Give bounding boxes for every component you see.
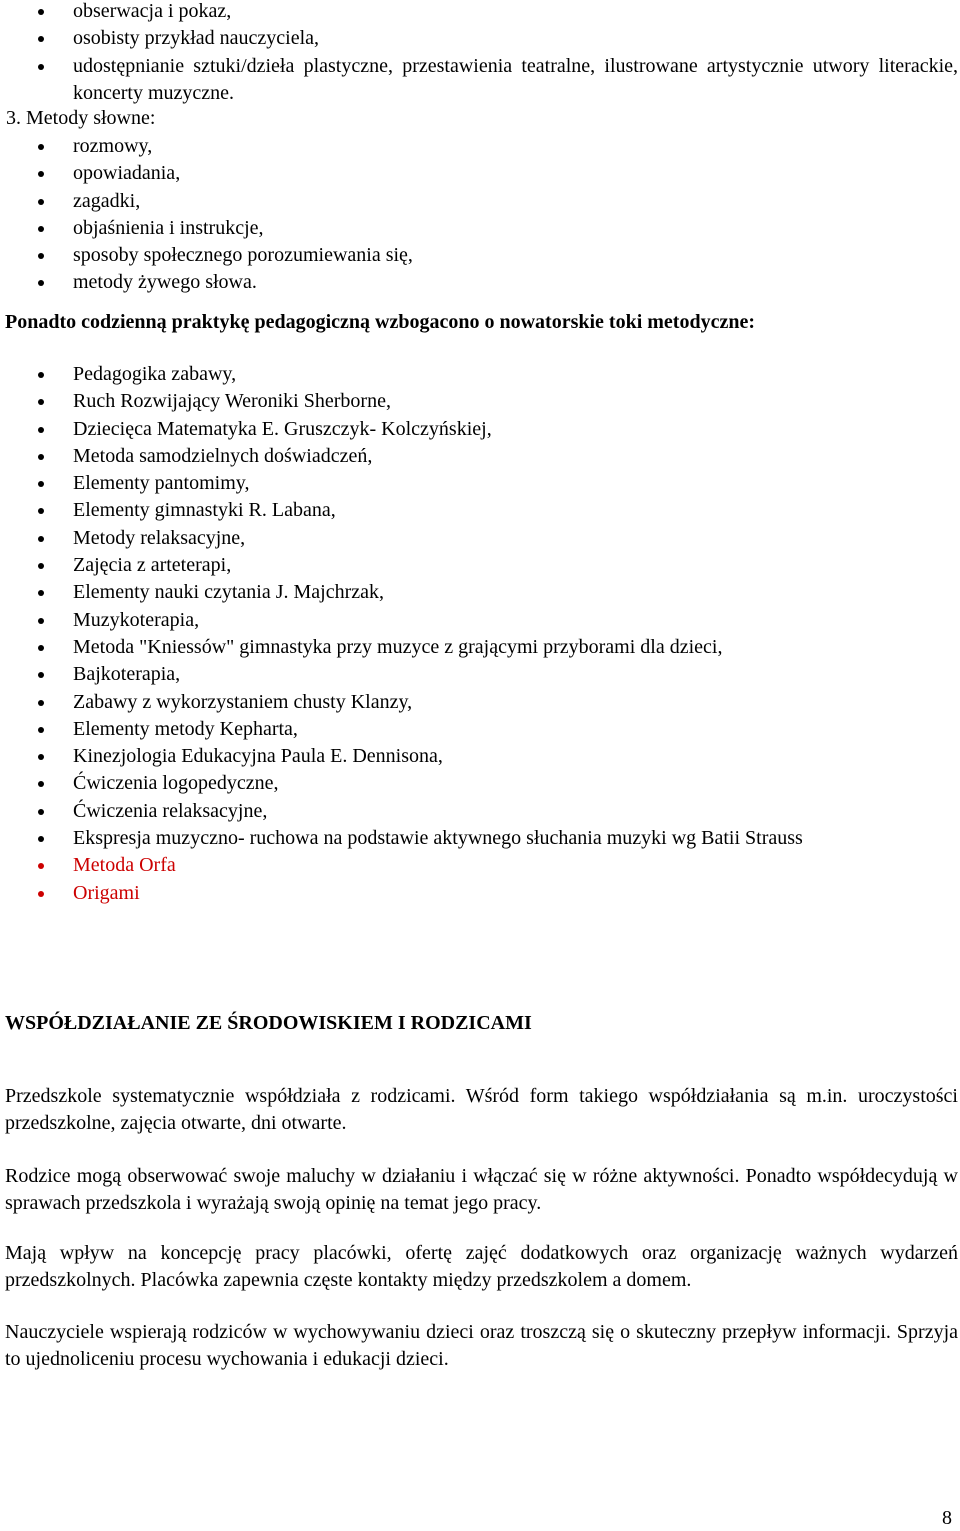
list-item: osobisty przykład nauczyciela, xyxy=(0,25,960,52)
list-item: objaśnienia i instrukcje, xyxy=(0,215,960,242)
list-item: Elementy gimnastyki R. Labana, xyxy=(0,497,960,524)
section-number: 3. xyxy=(6,107,21,129)
methods-list-top xyxy=(0,0,960,107)
section-title: WSPÓŁDZIAŁANIE ZE ŚRODOWISKIEM I RODZICAMI xyxy=(5,1012,532,1034)
section-heading-text: Metody słowne: xyxy=(26,107,156,129)
list-item: Pedagogika zabawy, xyxy=(0,361,960,388)
list-item: Elementy metody Kepharta, xyxy=(0,716,960,743)
list-item: Zabawy z wykorzystaniem chusty Klanzy, xyxy=(0,689,960,716)
list-item: zagadki, xyxy=(0,188,960,215)
list-item: Ćwiczenia logopedyczne, xyxy=(0,770,960,797)
innovations-intro: Ponadto codzienną praktykę pedagogiczną wzbogacono o nowatorskie toki metodyczne: xyxy=(5,311,755,333)
list-item: Kinezjologia Edukacyjna Paula E. Dennisona, xyxy=(0,743,960,770)
verbal-methods-list xyxy=(0,133,960,297)
list-item-highlighted: Metoda Orfa xyxy=(0,852,960,879)
list-item: Muzykoterapia, xyxy=(0,607,960,634)
list-item: Elementy nauki czytania J. Majchrzak, xyxy=(0,579,960,606)
paragraph: Rodzice mogą obserwować swoje maluchy w działaniu i włączać się w różne aktywności. Ponadto współdecydują w sprawach przedszkola i wyrażają swoją opinię na temat jego pracy. xyxy=(5,1165,958,1214)
list-item: Metoda "Kniessów" gimnastyka przy muzyce z grającymi przyborami dla dzieci, xyxy=(0,634,960,661)
page-number: 8 xyxy=(942,1507,952,1529)
list-item: rozmowy, xyxy=(0,133,960,160)
list-item: Bajkoterapia, xyxy=(0,661,960,688)
paragraph: Mają wpływ na koncepcję pracy placówki, ofertę zajęć dodatkowych oraz organizację ważnych wydarzeń przedszkolnych. Placówka zapewnia częste kontakty między przedszkolem a domem. xyxy=(5,1242,958,1291)
list-item: udostępnianie sztuki/dzieła plastyczne, przestawienia teatralne, ilustrowane artystycznie utwory literackie, koncerty muzyczne. xyxy=(0,53,960,108)
list-item: Zajęcia z arteterapi, xyxy=(0,552,960,579)
list-item: Dziecięca Matematyka E. Gruszczyk- Kolczyńskiej, xyxy=(0,416,960,443)
list-item: Metoda samodzielnych doświadczeń, xyxy=(0,443,960,470)
verbal-methods-heading xyxy=(6,105,155,132)
list-item-highlighted: Origami xyxy=(0,880,960,907)
paragraph: Przedszkole systematycznie współdziała z rodzicami. Wśród form takiego współdziałania są m.in. uroczystości przedszkolne, zajęcia otwarte, dni otwarte. xyxy=(5,1085,958,1134)
list-item: sposoby społecznego porozumiewania się, xyxy=(0,242,960,269)
list-item: Metody relaksacyjne, xyxy=(0,525,960,552)
list-item: Elementy pantomimy, xyxy=(0,470,960,497)
list-item: obserwacja i pokaz, xyxy=(0,0,960,25)
list-item: opowiadania, xyxy=(0,160,960,187)
paragraph: Nauczyciele wspierają rodziców w wychowywaniu dzieci oraz troszczą się o skuteczny przepływ informacji. Sprzyja to ujednoliceniu procesu wychowania i edukacji dzieci. xyxy=(5,1321,958,1370)
innovations-list xyxy=(0,361,960,907)
list-item: Ruch Rozwijający Weroniki Sherborne, xyxy=(0,388,960,415)
list-item: Ćwiczenia relaksacyjne, xyxy=(0,798,960,825)
list-item: Ekspresja muzyczno- ruchowa na podstawie aktywnego słuchania muzyki wg Batii Strauss xyxy=(0,825,960,852)
list-item: metody żywego słowa. xyxy=(0,269,960,296)
